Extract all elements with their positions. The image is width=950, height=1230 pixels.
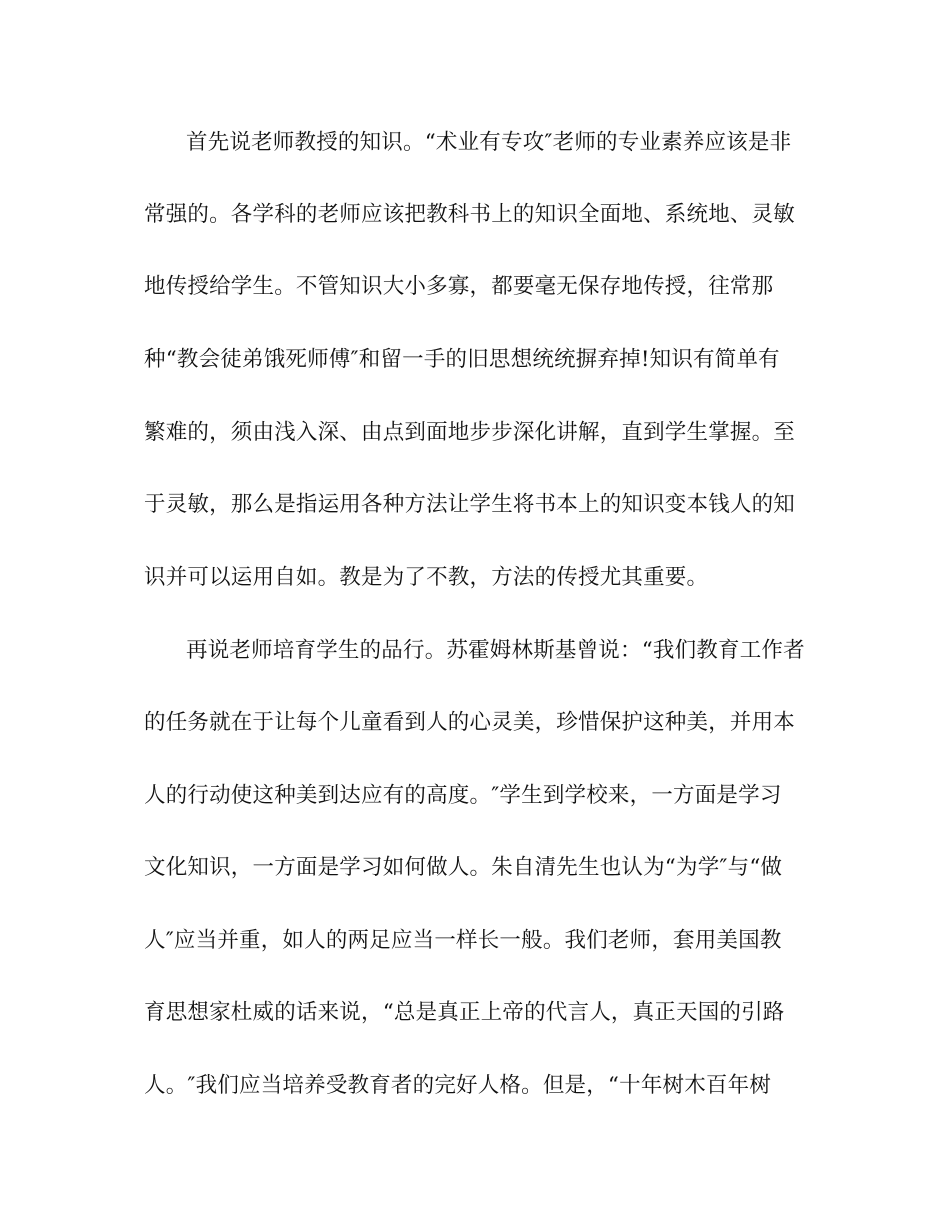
paragraph-2-line-3: 人的行动使这种美到达应有的高度。″学生到学校来，一方面是学习 <box>144 783 782 808</box>
paragraph-1-line-6: 于灵敏，那么是指运用各种方法让学生将书本上的知识变本钱人的知 <box>144 492 796 517</box>
paragraph-1-line-1: 首先说老师教授的知识。“术业有专攻″老师的专业素养应该是非 <box>186 130 792 155</box>
paragraph-2-line-5: 人″应当并重，如人的两足应当一样长一般。我们老师，套用美国教 <box>144 928 782 953</box>
paragraph-2-line-1: 再说老师培育学生的品行。苏霍姆林斯基曾说：“我们教育工作者 <box>186 638 805 663</box>
paragraph-1-line-3: 地传授给学生。不管知识大小多寡，都要毫无保存地传授，往常那 <box>144 274 774 299</box>
paragraph-1-line-2: 常强的。各学科的老师应该把教科书上的知识全面地、系统地、灵敏 <box>144 202 796 227</box>
paragraph-2-line-6: 育思想家杜威的话来说，“总是真正上帝的代言人，真正天国的引路 <box>144 1000 785 1025</box>
paragraph-1-line-7: 识并可以运用自如。教是为了不教，方法的传授尤其重要。 <box>144 565 709 590</box>
paragraph-2-line-4: 文化知识，一方面是学习如何做人。朱自清先生也认为“为学″与“做 <box>144 855 783 880</box>
paragraph-2-line-7: 人。″我们应当培养受教育者的完好人格。但是，“十年树木百年树 <box>144 1073 772 1098</box>
paragraph-2-line-2: 的任务就在于让每个儿童看到人的心灵美，珍惜保护这种美，并用本 <box>144 710 796 735</box>
paragraph-1-line-4: 种“教会徒弟饿死师傅″和留一手的旧思想统统摒弃掉!知识有简单有 <box>144 347 780 372</box>
paragraph-1-line-5: 繁难的，须由浅入深、由点到面地步步深化讲解，直到学生掌握。至 <box>144 420 796 445</box>
